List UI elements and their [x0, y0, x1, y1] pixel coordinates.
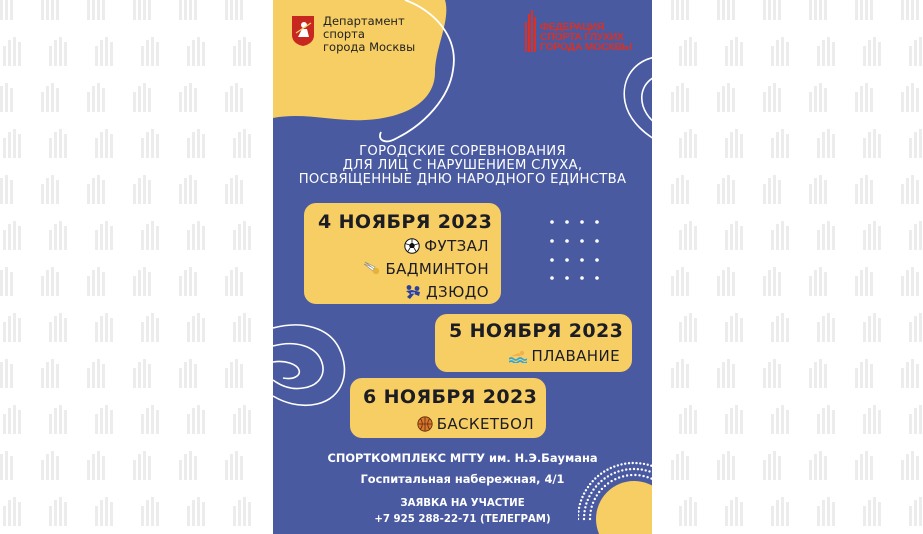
watermark-hand-icon — [140, 128, 162, 158]
watermark-hand-icon — [232, 220, 254, 250]
watermark-hand-icon — [670, 0, 692, 20]
watermark-hand-icon — [862, 496, 884, 526]
event-date: 6 НОЯБРЯ 2023 — [363, 386, 538, 408]
application-title: ЗАЯВКА НА УЧАСТИЕ — [400, 498, 525, 509]
watermark-hand-icon — [186, 496, 208, 526]
watermark-hand-icon — [762, 450, 784, 480]
application-phone: +7 925 288-22-71 (ТЕЛЕГРАМ) — [374, 514, 551, 525]
watermark-hand-icon — [724, 496, 746, 526]
event-date: 5 НОЯБРЯ 2023 — [449, 320, 624, 342]
sport-label: ФУТЗАЛ — [424, 237, 489, 255]
shuttlecock-icon — [363, 261, 381, 277]
event-headline — [273, 145, 652, 187]
department-name-line-2: спорта — [323, 27, 365, 41]
watermark-hand-icon — [762, 266, 784, 296]
soccer-ball-icon — [404, 238, 420, 254]
watermark-hand-icon — [908, 220, 923, 250]
headline-line-3: ПОСВЯЩЕННЫЕ ДНЮ НАРОДНОГО ЕДИНСТВА — [298, 172, 627, 187]
watermark-hand-icon — [854, 450, 876, 480]
watermark-hand-icon — [2, 128, 24, 158]
watermark-hand-icon — [48, 36, 70, 66]
watermark-hand-icon — [2, 36, 24, 66]
watermark-hand-icon — [40, 266, 62, 296]
watermark-hand-icon — [232, 496, 254, 526]
watermark-hand-icon — [854, 358, 876, 388]
watermark-hand-icon — [816, 36, 838, 66]
watermark-hand-icon — [862, 312, 884, 342]
watermark-hand-icon — [0, 450, 16, 480]
watermark-hand-icon — [716, 174, 738, 204]
watermark-hand-icon — [224, 358, 246, 388]
watermark-hand-icon — [724, 312, 746, 342]
watermark-hand-icon — [908, 404, 923, 434]
federation-hand-icon — [525, 8, 537, 52]
watermark-hand-icon — [186, 220, 208, 250]
watermark-hand-icon — [854, 0, 876, 20]
federation-logo — [525, 8, 632, 52]
federation-name-line-3: ГОРОДА МОСКВЫ — [540, 41, 632, 53]
watermark-hand-icon — [224, 0, 246, 20]
watermark-hand-icon — [816, 220, 838, 250]
watermark-hand-icon — [232, 404, 254, 434]
watermark-hand-icon — [0, 82, 16, 112]
watermark-hand-icon — [2, 496, 24, 526]
watermark-hand-icon — [816, 404, 838, 434]
watermark-hand-icon — [770, 128, 792, 158]
watermark-hand-icon — [186, 312, 208, 342]
watermark-hand-icon — [40, 82, 62, 112]
sport-judo — [404, 283, 489, 301]
watermark-hand-icon — [186, 36, 208, 66]
watermark-hand-icon — [770, 496, 792, 526]
watermark-hand-icon — [232, 128, 254, 158]
watermark-hand-icon — [900, 450, 922, 480]
watermark-hand-icon — [670, 358, 692, 388]
watermark-hand-icon — [854, 266, 876, 296]
swirl-decoration-top-right — [603, 50, 652, 160]
watermark-hand-icon — [724, 128, 746, 158]
watermark-hand-icon — [670, 82, 692, 112]
watermark-hand-icon — [670, 450, 692, 480]
judo-icon — [404, 284, 422, 300]
watermark-hand-icon — [232, 36, 254, 66]
venue-address: Госпитальная набережная, 4/1 — [360, 472, 565, 486]
watermark-hand-icon — [140, 496, 162, 526]
watermark-hand-icon — [140, 312, 162, 342]
watermark-hand-icon — [816, 312, 838, 342]
watermark-hand-icon — [2, 404, 24, 434]
watermark-hand-icon — [132, 266, 154, 296]
bottom-right-dotted-circle — [578, 455, 652, 534]
watermark-hand-icon — [94, 496, 116, 526]
watermark-hand-icon — [86, 266, 108, 296]
watermark-hand-icon — [40, 174, 62, 204]
watermark-hand-icon — [48, 312, 70, 342]
watermark-hand-icon — [48, 220, 70, 250]
watermark-hand-icon — [808, 174, 830, 204]
headline-line-1: ГОРОДСКИЕ СОРЕВНОВАНИЯ — [359, 144, 566, 159]
swimmer-icon — [509, 349, 527, 363]
sport-label: БАДМИНТОН — [385, 260, 489, 278]
watermark-hand-icon — [762, 358, 784, 388]
moscow-coat-of-arms-icon — [291, 15, 315, 47]
watermark-hand-icon — [716, 82, 738, 112]
watermark-hand-icon — [48, 496, 70, 526]
watermark-hand-icon — [716, 0, 738, 20]
watermark-hand-icon — [186, 128, 208, 158]
watermark-hand-icon — [808, 266, 830, 296]
watermark-hand-icon — [854, 82, 876, 112]
watermark-hand-icon — [862, 36, 884, 66]
watermark-hand-icon — [0, 266, 16, 296]
watermark-hand-icon — [808, 82, 830, 112]
watermark-hand-icon — [0, 358, 16, 388]
watermark-hand-icon — [724, 220, 746, 250]
watermark-hand-icon — [678, 404, 700, 434]
watermark-hand-icon — [900, 266, 922, 296]
department-name-line-1: Департамент — [323, 14, 405, 28]
watermark-hand-icon — [86, 174, 108, 204]
event-card-nov-5 — [435, 314, 632, 372]
watermark-hand-icon — [808, 358, 830, 388]
watermark-hand-icon — [900, 358, 922, 388]
watermark-hand-icon — [678, 496, 700, 526]
event-card-nov-4 — [304, 203, 501, 304]
watermark-hand-icon — [224, 266, 246, 296]
watermark-hand-icon — [186, 404, 208, 434]
watermark-hand-icon — [132, 174, 154, 204]
watermark-hand-icon — [678, 36, 700, 66]
watermark-hand-icon — [808, 450, 830, 480]
watermark-hand-icon — [716, 266, 738, 296]
sport-badminton — [363, 260, 489, 278]
watermark-hand-icon — [716, 450, 738, 480]
watermark-hand-icon — [94, 312, 116, 342]
watermark-hand-icon — [762, 0, 784, 20]
watermark-hand-icon — [178, 174, 200, 204]
watermark-hand-icon — [224, 174, 246, 204]
watermark-hand-icon — [816, 128, 838, 158]
watermark-hand-icon — [140, 404, 162, 434]
watermark-hand-icon — [762, 174, 784, 204]
watermark-hand-icon — [140, 36, 162, 66]
sport-label: ПЛАВАНИЕ — [531, 347, 620, 365]
watermark-hand-icon — [908, 496, 923, 526]
watermark-hand-icon — [816, 496, 838, 526]
watermark-hand-icon — [232, 312, 254, 342]
watermark-hand-icon — [900, 0, 922, 20]
watermark-hand-icon — [908, 36, 923, 66]
watermark-hand-icon — [908, 312, 923, 342]
headline-line-2: ДЛЯ ЛИЦ С НАРУШЕНИЕМ СЛУХА, — [342, 158, 583, 173]
watermark-hand-icon — [854, 174, 876, 204]
watermark-hand-icon — [40, 450, 62, 480]
watermark-hand-icon — [770, 220, 792, 250]
watermark-hand-icon — [0, 0, 16, 20]
watermark-hand-icon — [94, 220, 116, 250]
watermark-hand-icon — [40, 358, 62, 388]
basketball-icon — [417, 416, 433, 432]
watermark-hand-icon — [224, 82, 246, 112]
watermark-hand-icon — [224, 450, 246, 480]
event-date: 4 НОЯБРЯ 2023 — [318, 211, 493, 233]
watermark-hand-icon — [132, 450, 154, 480]
watermark-hand-icon — [716, 358, 738, 388]
watermark-hand-icon — [48, 128, 70, 158]
watermark-hand-icon — [40, 0, 62, 20]
watermark-hand-icon — [678, 312, 700, 342]
watermark-hand-icon — [2, 312, 24, 342]
watermark-hand-icon — [178, 82, 200, 112]
watermark-hand-icon — [178, 0, 200, 20]
watermark-hand-icon — [132, 358, 154, 388]
sport-label: ДЗЮДО — [425, 283, 489, 301]
watermark-hand-icon — [94, 128, 116, 158]
dot-grid-decoration — [548, 218, 608, 280]
watermark-hand-icon — [178, 358, 200, 388]
watermark-hand-icon — [724, 36, 746, 66]
watermark-hand-icon — [0, 174, 16, 204]
sport-basketball — [417, 415, 534, 433]
watermark-hand-icon — [670, 174, 692, 204]
sport-futsal — [404, 237, 489, 255]
watermark-hand-icon — [2, 220, 24, 250]
watermark-hand-icon — [808, 0, 830, 20]
event-poster — [273, 0, 652, 534]
watermark-hand-icon — [86, 82, 108, 112]
watermark-hand-icon — [94, 404, 116, 434]
watermark-hand-icon — [670, 266, 692, 296]
sport-swimming — [509, 347, 620, 365]
watermark-hand-icon — [132, 82, 154, 112]
watermark-hand-icon — [678, 220, 700, 250]
watermark-hand-icon — [900, 174, 922, 204]
department-name-line-3: города Москвы — [323, 40, 416, 54]
watermark-hand-icon — [48, 404, 70, 434]
watermark-hand-icon — [86, 0, 108, 20]
sport-label: БАСКЕТБОЛ — [436, 415, 534, 433]
watermark-hand-icon — [724, 404, 746, 434]
watermark-hand-icon — [762, 82, 784, 112]
watermark-hand-icon — [862, 128, 884, 158]
watermark-hand-icon — [862, 404, 884, 434]
event-card-nov-6 — [350, 378, 546, 438]
watermark-hand-icon — [178, 266, 200, 296]
watermark-hand-icon — [140, 220, 162, 250]
watermark-hand-icon — [862, 220, 884, 250]
watermark-hand-icon — [908, 128, 923, 158]
department-logo — [291, 15, 415, 54]
watermark-hand-icon — [770, 404, 792, 434]
watermark-hand-icon — [178, 450, 200, 480]
federation-name-line-1: ФЕДЕРАЦИЯ — [540, 21, 605, 33]
watermark-hand-icon — [678, 128, 700, 158]
venue-name: СПОРТКОМПЛЕКС МГТУ им. Н.Э.Баумана — [327, 451, 598, 465]
watermark-hand-icon — [770, 36, 792, 66]
watermark-hand-icon — [86, 450, 108, 480]
watermark-hand-icon — [86, 358, 108, 388]
watermark-hand-icon — [132, 0, 154, 20]
watermark-hand-icon — [94, 36, 116, 66]
watermark-hand-icon — [770, 312, 792, 342]
watermark-hand-icon — [900, 82, 922, 112]
federation-name-line-2: СПОРТА ГЛУХИХ — [540, 31, 624, 43]
